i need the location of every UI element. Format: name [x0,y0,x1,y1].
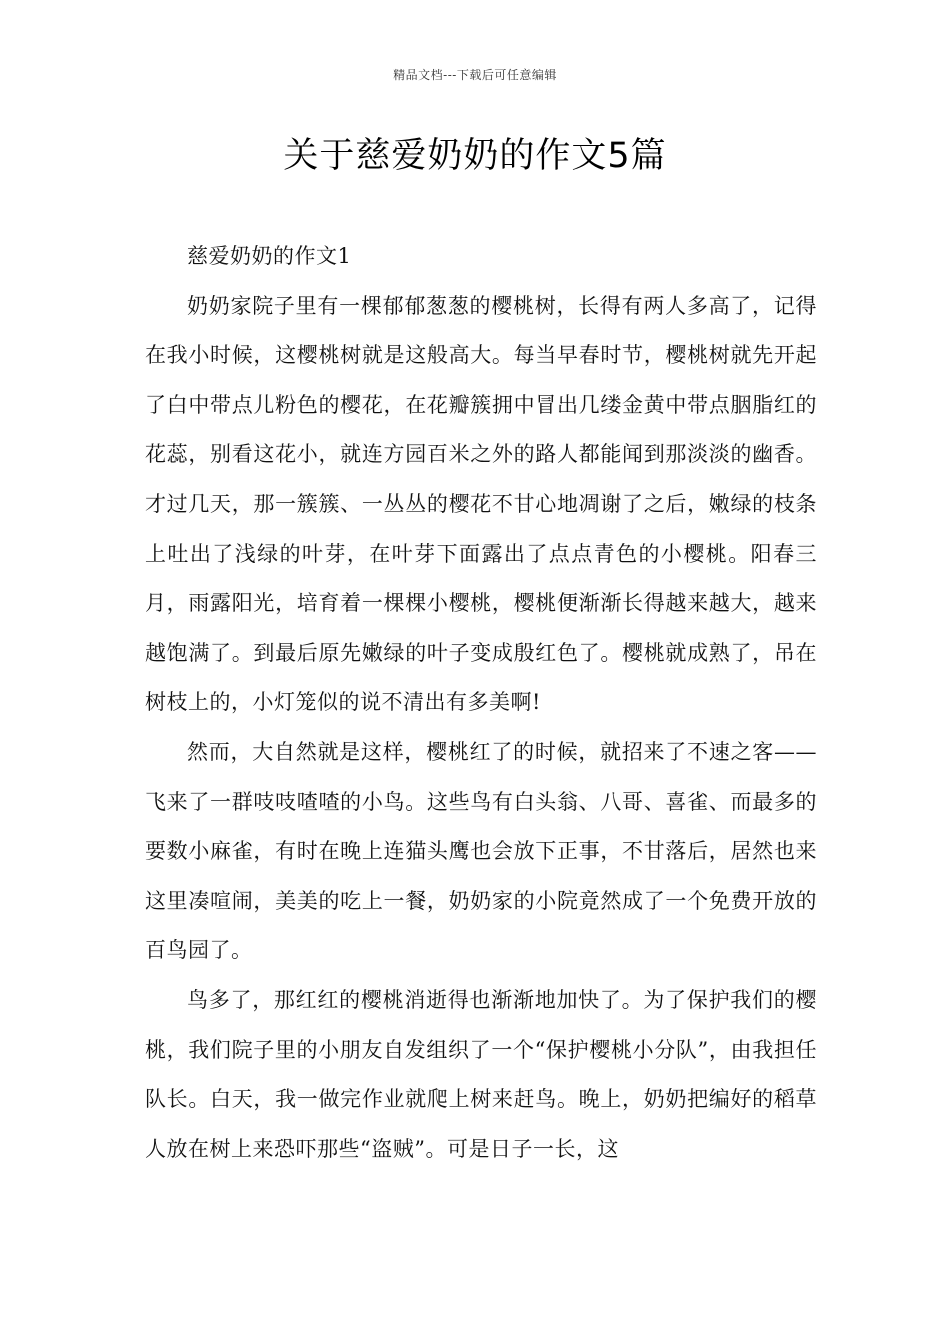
paragraph: 奶奶家院子里有一棵郁郁葱葱的樱桃树，长得有两人多高了，记得在我小时候，这樱桃树就是这般高大。每当早春时节，樱桃树就先开起了白中带点儿粉色的樱花，在花瓣簇拥中冒出几缕金黄中带点胭脂红的花蕊，别看这花小，就连方园百米之外的路人都能闻到那淡淡的幽香。才过几天，那一簇簇、一丛丛的樱花不甘心地凋谢了之后，嫩绿的枝条上吐出了浅绿的叶芽，在叶芽下面露出了点点青色的小樱桃。阳春三月，雨露阳光，培育着一棵棵小樱桃，樱桃便渐渐长得越来越大，越来越饱满了。到最后原先嫩绿的叶子变成殷红色了。樱桃就成熟了，吊在树枝上的，小灯笼似的说不清出有多美啊! [145,293,817,715]
paragraph: 鸟多了，那红红的樱桃消逝得也渐渐地加快了。为了保护我们的樱桃，我们院子里的小朋友自发组织了一个“保护樱桃小分队”，由我担任队长。白天，我一做完作业就爬上树来赶鸟。晚上，奶奶把编好的稻草人放在树上来恐吓那些“盗贼”。可是日子一长，这 [145,987,817,1161]
document-title: 关于慈爱奶奶的作文5篇 [283,136,667,176]
paragraph: 然而，大自然就是这样，樱桃红了的时候，就招来了不速之客——飞来了一群吱吱喳喳的小鸟。这些鸟有白头翁、八哥、喜雀、而最多的要数小麻雀，有时在晚上连猫头鹰也会放下正事，不甘落后，居然也来这里凑喧闹，美美的吃上一餐，奶奶家的小院竟然成了一个免费开放的百鸟园了。 [145,739,817,963]
section-heading: 慈爱奶奶的作文1 [187,244,352,268]
document-body [145,232,817,1174]
header-note: 精品文档---下载后可任意编辑 [393,68,557,82]
